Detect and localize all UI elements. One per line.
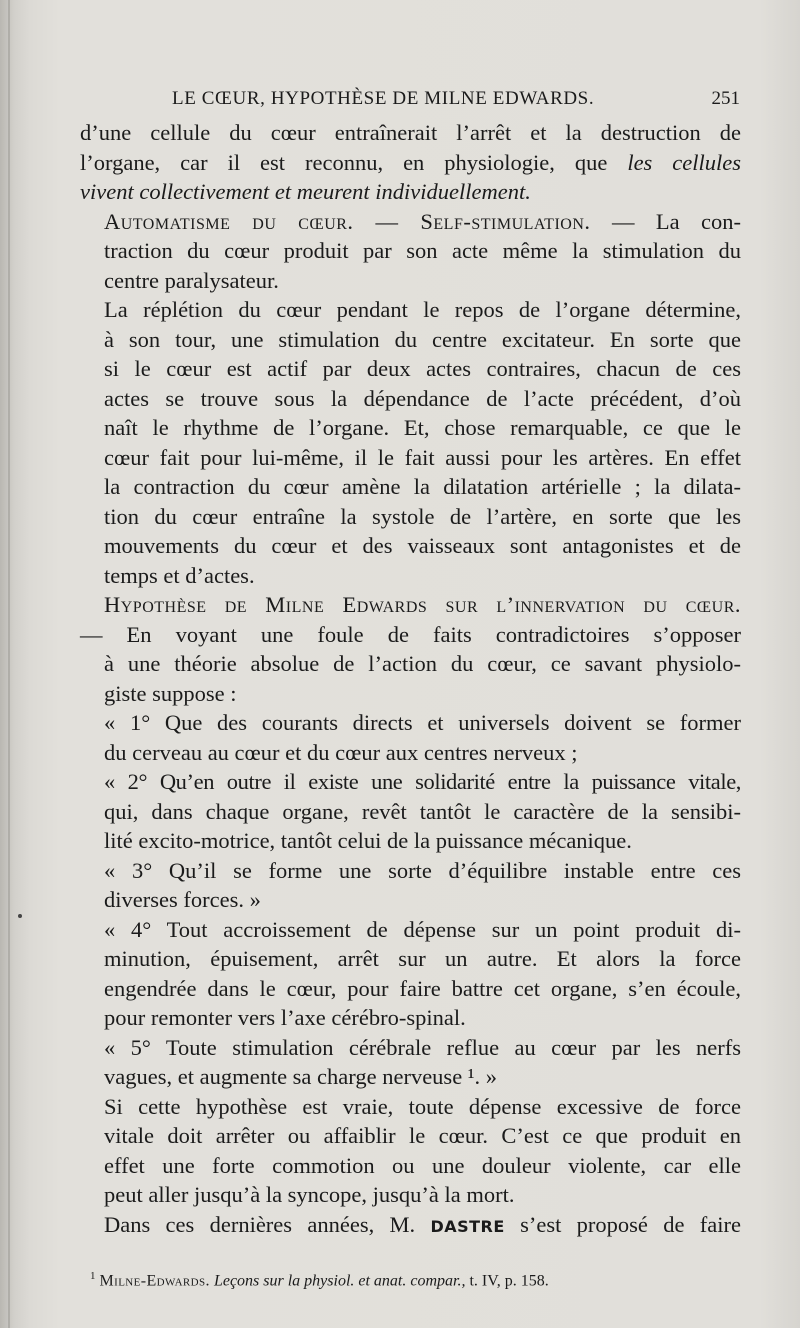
paragraph: [80, 915, 741, 1033]
text-line: à son tour, une stimulation du centre excitateur. En sorte que: [104, 326, 741, 352]
text-line: [80, 590, 741, 620]
italic-segment: vivent collectivement et meurent individuellement.: [80, 179, 531, 204]
footnote-number: 1: [90, 1270, 96, 1282]
paragraph: [80, 856, 741, 915]
text-line: mouvements du cœur et des vaisseaux sont antagonistes et de: [104, 533, 741, 558]
text-line: « 4° Tout accroissement de dépense sur un point produit di-: [104, 916, 741, 942]
text-segment: l’organe, car il est reconnu, en physiologie, que: [80, 149, 628, 175]
text-segment: s’est proposé de faire: [520, 1211, 741, 1237]
text-line: [80, 1210, 741, 1242]
paragraph: [80, 118, 741, 207]
text-line: du cerveau au cœur et du cœur aux centres nerveux ;: [104, 739, 578, 765]
text-line: la contraction du cœur amène la dilatation artérielle ; la dilata-: [104, 474, 741, 499]
text-line: naît le rhythme de l’organe. Et, chose remarquable, ce que le: [104, 415, 741, 440]
text-line: « 3° Qu’il se forme une sorte d’équilibre instable entre ces: [104, 857, 741, 883]
text-line: d’une cellule du cœur entraînerait l’arrêt et la destruction de: [80, 120, 741, 145]
text-line: engendrée dans le cœur, pour faire battre cet organe, s’en écoule,: [104, 975, 741, 1001]
text-line: lité excito-motrice, tantôt celui de la puissance mécanique.: [104, 828, 632, 853]
paragraph: [80, 590, 741, 708]
text-line: traction du cœur produit par son acte même la stimulation du: [104, 238, 741, 263]
section-heading: Automatisme du cœur. — Self-stimulation.: [104, 208, 591, 234]
paragraph: [80, 1092, 741, 1210]
text-line: minution, épuisement, arrêt sur un autre. Et alors la force: [104, 946, 741, 971]
text-line: vitale doit arrêter ou affaiblir le cœur. C’est ce que produit en: [104, 1123, 741, 1148]
text-line: pour remonter vers l’axe cérébro-spinal.: [104, 1005, 466, 1030]
footnote-reference: t. IV, p. 158.: [469, 1272, 549, 1290]
paragraph: [80, 767, 741, 856]
text-line: [80, 177, 741, 207]
footnote: [90, 1266, 740, 1291]
text-line: actes se trouve sous la dépendance de l’acte précédent, d’où: [104, 385, 741, 411]
paragraph: [80, 295, 741, 590]
text-line: si le cœur est actif par deux actes contraires, chacun de ces: [104, 356, 741, 381]
paragraph: [80, 1210, 741, 1242]
text-line: « 2° Qu’en outre il existe une solidarité entre la puissance vitale,: [104, 769, 741, 794]
text-segment: — La con-: [611, 208, 741, 234]
body-text: [80, 118, 741, 1241]
text-line: effet une forte commotion ou une douleur violente, car elle: [104, 1152, 741, 1178]
paragraph: [80, 207, 741, 296]
text-segment: Dans ces dernières années, M.: [104, 1211, 416, 1237]
author-name: DASTRE: [430, 1216, 505, 1236]
text-line: vagues, et augmente sa charge nerveuse ¹. »: [104, 1064, 498, 1089]
text-line: tion du cœur entraîne la systole de l’artère, en sorte que les: [104, 503, 741, 529]
paragraph: [80, 708, 741, 767]
text-line: cœur fait pour lui-même, il le fait aussi pour les artères. En effet: [104, 444, 741, 470]
text-line: « 5° Toute stimulation cérébrale reflue au cœur par les nerfs: [104, 1034, 741, 1060]
text-line: diverses forces. »: [104, 887, 261, 912]
text-line: à une théorie absolue de l’action du cœur, ce savant physiolo-: [104, 651, 741, 676]
text-line: La réplétion du cœur pendant le repos de l’organe détermine,: [104, 297, 741, 322]
text-line: centre paralysateur.: [104, 267, 279, 293]
text-line: [80, 207, 741, 237]
text-line: « 1° Que des courants directs et universels doivent se former: [104, 710, 741, 735]
section-heading: Hypothèse de Milne Edwards sur l’innervation du cœur.: [104, 592, 741, 617]
text-line: temps et d’actes.: [104, 562, 255, 588]
text-line: — En voyant une foule de faits contradictoires s’opposer: [80, 621, 741, 647]
text-line: qui, dans chaque organe, revêt tantôt le caractère de la sensibi-: [104, 798, 741, 824]
page-number: 251: [711, 88, 740, 109]
footnote-title: Leçons sur la physiol. et anat. compar.,: [213, 1272, 466, 1290]
text-line: giste suppose :: [104, 680, 237, 706]
paragraph: [80, 1033, 741, 1092]
italic-segment: les cellules: [627, 149, 741, 175]
footnote-author: Milne-Edwards.: [99, 1272, 210, 1290]
page-header: [80, 88, 740, 116]
text-line: [80, 148, 741, 178]
text-line: peut aller jusqu’à la syncope, jusqu’à la mort.: [104, 1182, 515, 1207]
ink-speck: [18, 914, 22, 918]
text-line: Si cette hypothèse est vraie, toute dépense excessive de force: [104, 1093, 741, 1119]
running-title: LE CŒUR, HYPOTHÈSE DE MILNE EDWARDS.: [172, 88, 595, 109]
binding-edge: [8, 0, 10, 1328]
